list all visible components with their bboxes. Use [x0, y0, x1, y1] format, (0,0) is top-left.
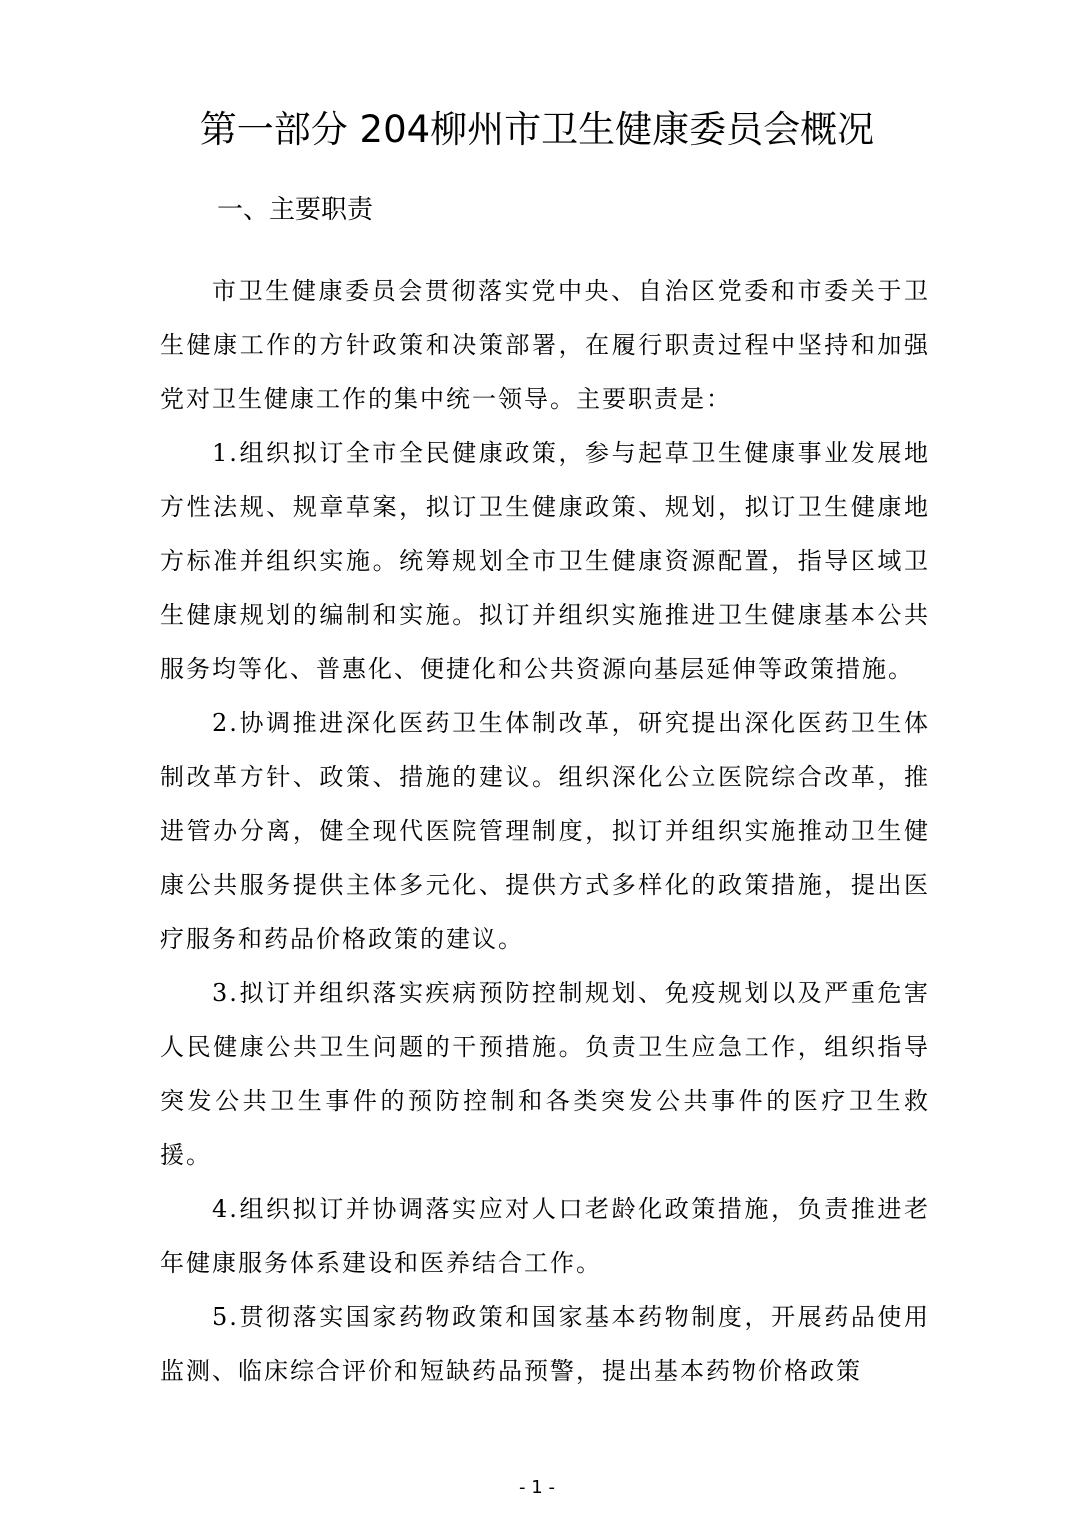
- paragraph-duty-1: 1.组织拟订全市全民健康政策，参与起草卫生健康事业发展地方性法规、规章草案，拟订卫生健康政策、规划，拟订卫生健康地方标准并组织实施。统筹规划全市卫生健康资源配置，指导区域卫生健康规划的编制和实施。拟订并组织实施推进卫生健康基本公共服务均等化、普惠化、便捷化和公共资源向基层延伸等政策措施。: [160, 439, 930, 683]
- paragraph-duty-3: 3.拟订并组织落实疾病预防控制规划、免疫规划以及严重危害人民健康公共卫生问题的干预措施。负责卫生应急工作，组织指导突发公共卫生事件的预防控制和各类突发公共事件的医疗卫生救援。: [160, 979, 930, 1169]
- paragraph-intro: 市卫生健康委员会贯彻落实党中央、自治区党委和市委关于卫生健康工作的方针政策和决策部署，在履行职责过程中坚持和加强党对卫生健康工作的集中统一领导。主要职责是：: [160, 277, 930, 413]
- body-text: [160, 264, 930, 1398]
- paragraph-duty-2: 2.协调推进深化医药卫生体制改革，研究提出深化医药卫生体制改革方针、政策、措施的建议。组织深化公立医院综合改革，推进管办分离，健全现代医院管理制度，拟订并组织实施推动卫生健康公共服务提供主体多元化、提供方式多样化的政策措施，提出医疗服务和药品价格政策的建议。: [160, 709, 930, 953]
- page-title: 第一部分 204柳州市卫生健康委员会概况: [199, 108, 875, 151]
- paragraph-duty-4: 4.组织拟订并协调落实应对人口老龄化政策措施，负责推进老年健康服务体系建设和医养结合工作。: [160, 1195, 930, 1277]
- page-number: - 1 -: [519, 1477, 555, 1498]
- paragraph-duty-5: 5.贯彻落实国家药物政策和国家基本药物制度，开展药品使用监测、临床综合评价和短缺药品预警，提出基本药物价格政策: [160, 1303, 930, 1385]
- section-heading: 一、主要职责: [217, 195, 374, 225]
